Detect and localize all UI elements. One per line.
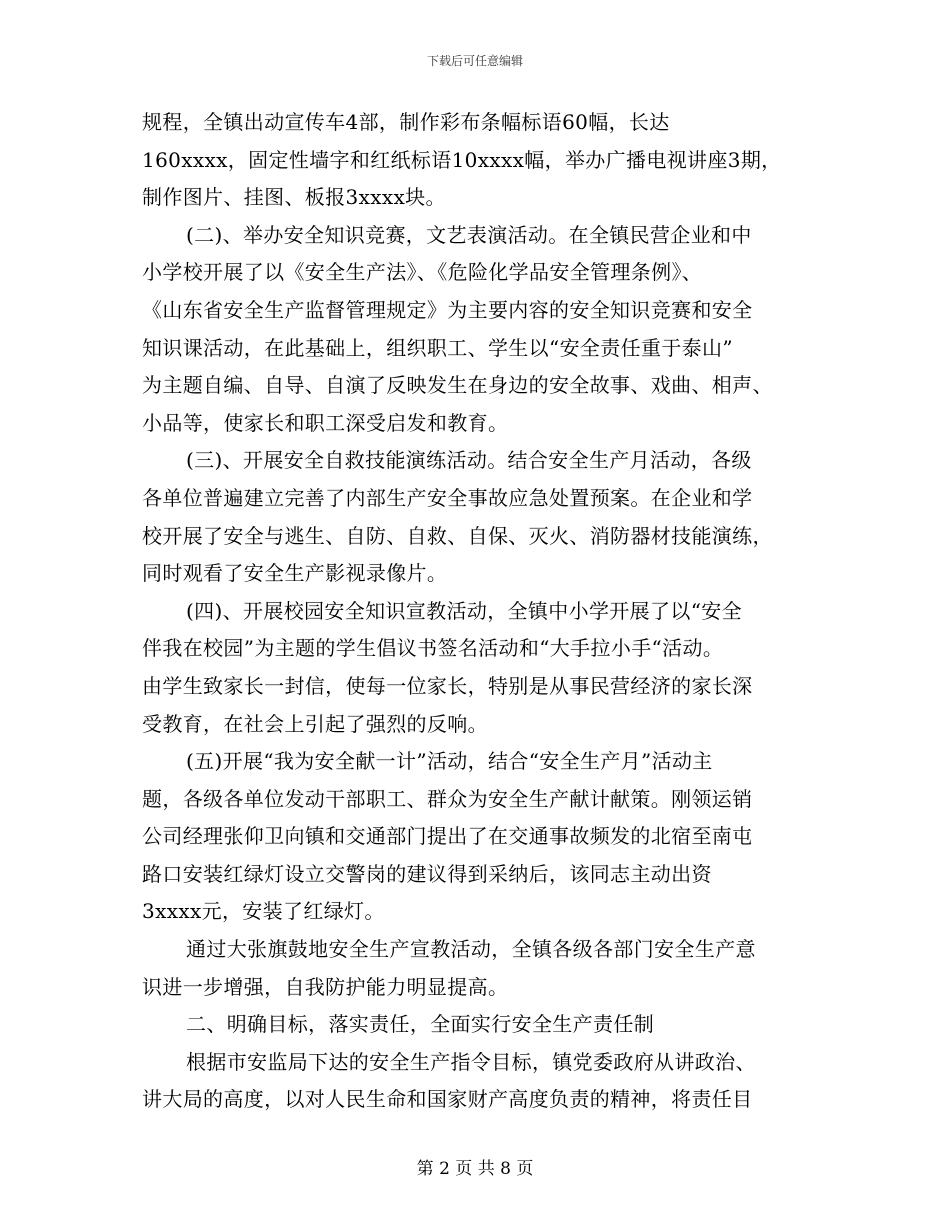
- text-line: 路口安装红绿灯设立交警岗的建议得到采纳后，该同志主动出资: [142, 861, 712, 886]
- text-line: (二)、举办安全知识竞赛，文艺表演活动。在全镇民营企业和中: [186, 222, 752, 247]
- text-line: 伴我在校园”为主题的学生倡议书签名活动和“大手拉小手“活动。: [142, 636, 724, 661]
- text-line: (四)、开展校园安全知识宣教活动，全镇中小学开展了以“安全: [186, 598, 742, 623]
- page-footer: 第 2 页 共 8 页: [416, 1159, 534, 1179]
- text-line: 知识课活动，在此基础上，组织职工、学生以“安全责任重于泰山”: [142, 335, 733, 360]
- text-line: 受教育，在社会上引起了强烈的反响。: [142, 711, 488, 736]
- text-line: 讲大局的高度，以对人民生命和国家财产高度负责的精神，将责任目: [142, 1087, 753, 1112]
- text-line: (三)、开展安全自救技能演练活动。结合安全生产月活动，各级: [186, 448, 752, 473]
- text-line: 通过大张旗鼓地安全生产宣教活动，全镇各级各部门安全生产意: [186, 937, 756, 962]
- text-line: 二、明确目标，落实责任，全面实行安全生产责任制: [186, 1012, 655, 1037]
- text-line: 3xxxx元，安装了红绿灯。: [142, 899, 385, 924]
- text-line: 为主题自编、自导、自演了反映发生在身边的安全故事、戏曲、相声、: [142, 373, 773, 398]
- page-header: 下载后可任意编辑: [426, 54, 523, 68]
- text-line: 公司经理张仰卫向镇和交通部门提出了在交通事故频发的北宿至南屯: [142, 824, 753, 849]
- text-line: 小品等，使家长和职工深受启发和教育。: [142, 410, 509, 435]
- text-line: 由学生致家长一封信，使每一位家长，特别是从事民营经济的家长深: [142, 673, 753, 698]
- text-line: 小学校开展了以《安全生产法》、《危险化学品安全管理条例》、: [142, 260, 703, 285]
- text-line: 校开展了安全与逃生、自防、自救、自保、灭火、消防器材技能演练，: [142, 523, 773, 548]
- text-line: 识进一步增强，自我防护能力明显提高。: [142, 974, 509, 999]
- text-line: 根据市安监局下达的安全生产指令目标，镇党委政府从讲政治、: [186, 1049, 756, 1074]
- text-line: 制作图片、挂图、板报3xxxx块。: [142, 185, 446, 210]
- document-body: [142, 104, 804, 1119]
- text-line: 《山东省安全生产监督管理规定》为主要内容的安全知识竞赛和安全: [142, 297, 753, 322]
- text-line: 160xxxx，固定性墙字和红纸标语10xxxx幅，举办广播电视讲座3期，: [142, 147, 782, 172]
- text-line: 各单位普遍建立完善了内部生产安全事故应急处置预案。在企业和学: [142, 485, 753, 510]
- text-line: 规程，全镇出动宣传车4部，制作彩布条幅标语60幅，长达: [142, 110, 670, 134]
- text-line: 题，各级各单位发动干部职工、群众为安全生产献计献策。刚领运销: [142, 786, 753, 811]
- text-line: 同时观看了安全生产影视录像片。: [142, 561, 448, 586]
- text-line: (五)开展“我为安全献一计”活动，结合“安全生产月”活动主: [186, 749, 713, 774]
